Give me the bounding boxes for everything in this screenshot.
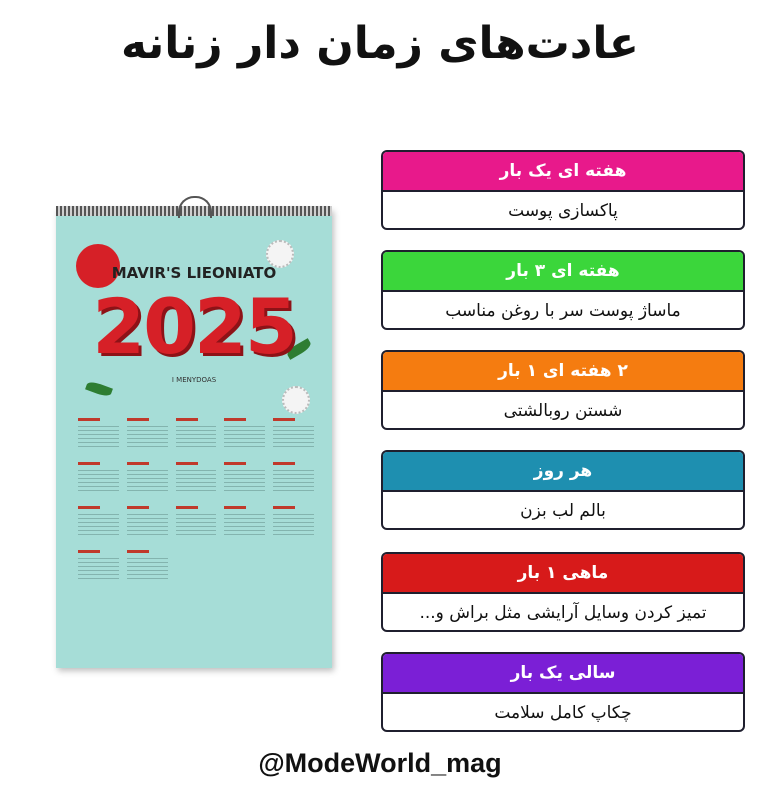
flower-icon (282, 386, 310, 414)
calendar-image (56, 208, 332, 668)
calendar-subtitle: I MENYDOAS (171, 376, 217, 384)
habit-task: بالم لب بزن (383, 490, 743, 530)
calendar-month (127, 462, 168, 492)
calendar-month (127, 506, 168, 536)
habit-card (381, 652, 745, 732)
habit-task: چکاپ کامل سلامت (383, 692, 743, 732)
calendar-month (273, 462, 314, 492)
calendar-month (176, 418, 217, 448)
calendar-month (273, 506, 314, 536)
calendar-month (78, 418, 119, 448)
habit-card (381, 250, 745, 330)
calendar-month (273, 418, 314, 448)
habit-frequency: هر روز (383, 452, 743, 490)
calendar-month (78, 462, 119, 492)
calendar-month (224, 506, 265, 536)
habit-frequency: ماهی ۱ بار (383, 554, 743, 592)
habit-frequency: ۲ هفته ای ۱ بار (383, 352, 743, 390)
calendar-month (224, 462, 265, 492)
habit-frequency: هفته ای ۳ بار (383, 252, 743, 290)
calendar-month (78, 550, 119, 580)
calendar-year: 2025 (92, 282, 296, 371)
habit-card (381, 350, 745, 430)
habit-card (381, 552, 745, 632)
page-title: عادت‌های زمان دار زنانه (121, 18, 639, 69)
calendar-months-grid (78, 418, 314, 580)
calendar-hanger (178, 196, 212, 218)
social-handle: @ModeWorld_mag (258, 748, 502, 778)
habit-task: شستن روبالشتی (383, 390, 743, 430)
calendar-month (176, 462, 217, 492)
habit-task: ماساژ پوست سر با روغن مناسب (383, 290, 743, 330)
habit-task: پاکسازی پوست (383, 190, 743, 230)
calendar-month (176, 506, 217, 536)
calendar-month (127, 418, 168, 448)
calendar-month (78, 506, 119, 536)
habit-card (381, 150, 745, 230)
habit-frequency: سالی یک بار (383, 654, 743, 692)
habit-frequency: هفته ای یک بار (383, 152, 743, 190)
calendar-month (127, 550, 168, 580)
calendar-month (224, 418, 265, 448)
calendar-brand: MAVIR'S LIEONIATO (111, 264, 277, 282)
habit-card (381, 450, 745, 530)
habit-task: تمیز کردن وسایل آرایشی مثل براش و... (383, 592, 743, 632)
